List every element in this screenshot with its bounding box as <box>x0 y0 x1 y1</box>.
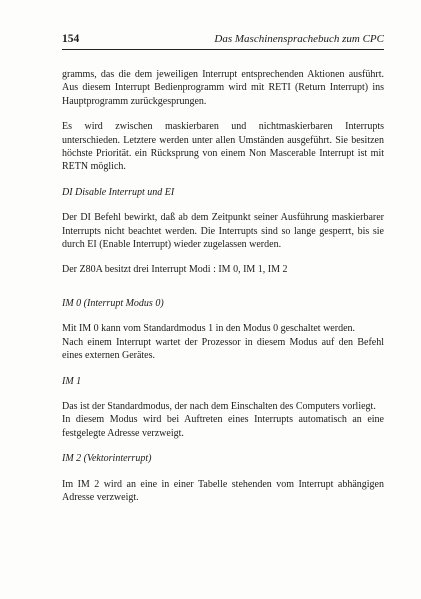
page-header <box>62 33 384 50</box>
running-title: Das Maschinensprachebuch zum CPC <box>214 33 384 45</box>
paragraph-im1-standard: Das ist der Standardmodus, der nach dem Einschalten des Computers vorliegt. <box>62 400 376 412</box>
page-number: 154 <box>62 33 80 45</box>
paragraph-im0-switch: Mit IM 0 kann vom Standardmodus 1 in den Modus 0 geschaltet werden. <box>62 323 356 335</box>
paragraph-im0-behavior: Nach einem Interrupt wartet der Prozessor in diesem Modus auf den Befehl eines externen Gerätes. <box>62 336 384 362</box>
book-page <box>62 33 384 504</box>
paragraph-di-command: Der DI Befehl bewirkt, daß ab dem Zeitpunkt seiner Ausführung maskierbarer Interrupts nicht beachtet werden. Die Interrupts sind so lange gesperrt, bis sie durch EI (Enable Interrupt) wieder zugelassen werden. <box>62 212 384 251</box>
paragraph-im2-vector: Im IM 2 wird an eine in einer Tabelle stehenden vom Interrupt abhängigen Adresse verzweigt. <box>62 478 384 503</box>
heading-im2: IM 2 (Vektorinterrupt) <box>62 453 152 465</box>
heading-im1: IM 1 <box>62 375 82 387</box>
heading-im0: IM 0 (Interrupt Modus 0) <box>62 297 164 309</box>
paragraph-im1-behavior: In diesem Modus wird bei Auftreten eines Interrupts automatisch an eine festgelegte Adresse verzweigt. <box>62 414 384 439</box>
paragraph-interrupt-routine: gramms, das die dem jeweiligen Interrupt entsprechenden Aktionen ausführt. Aus diesem Interrupt Bedienprogramm wird mit RETI (Return Interrupt) ins Hauptprogramm zurückgesprungen. <box>62 69 384 107</box>
paragraph-interrupt-modes: Der Z80A besitzt drei Interrupt Modi : IM 0, IM 1, IM 2 <box>62 264 288 276</box>
heading-di-ei: DI Disable Interrupt und EI <box>62 186 175 198</box>
paragraph-maskable-interrupts: Es wird zwischen maskierbaren und nichtmaskierbaren Interrupts unterschieden. Letztere werden unter allen Umständen ausgeführt. Sie besitzen höchste Priorität. ein Rücksprung von einem Non Mascerable Interrupt ist mit RETN möglich. <box>62 121 384 173</box>
